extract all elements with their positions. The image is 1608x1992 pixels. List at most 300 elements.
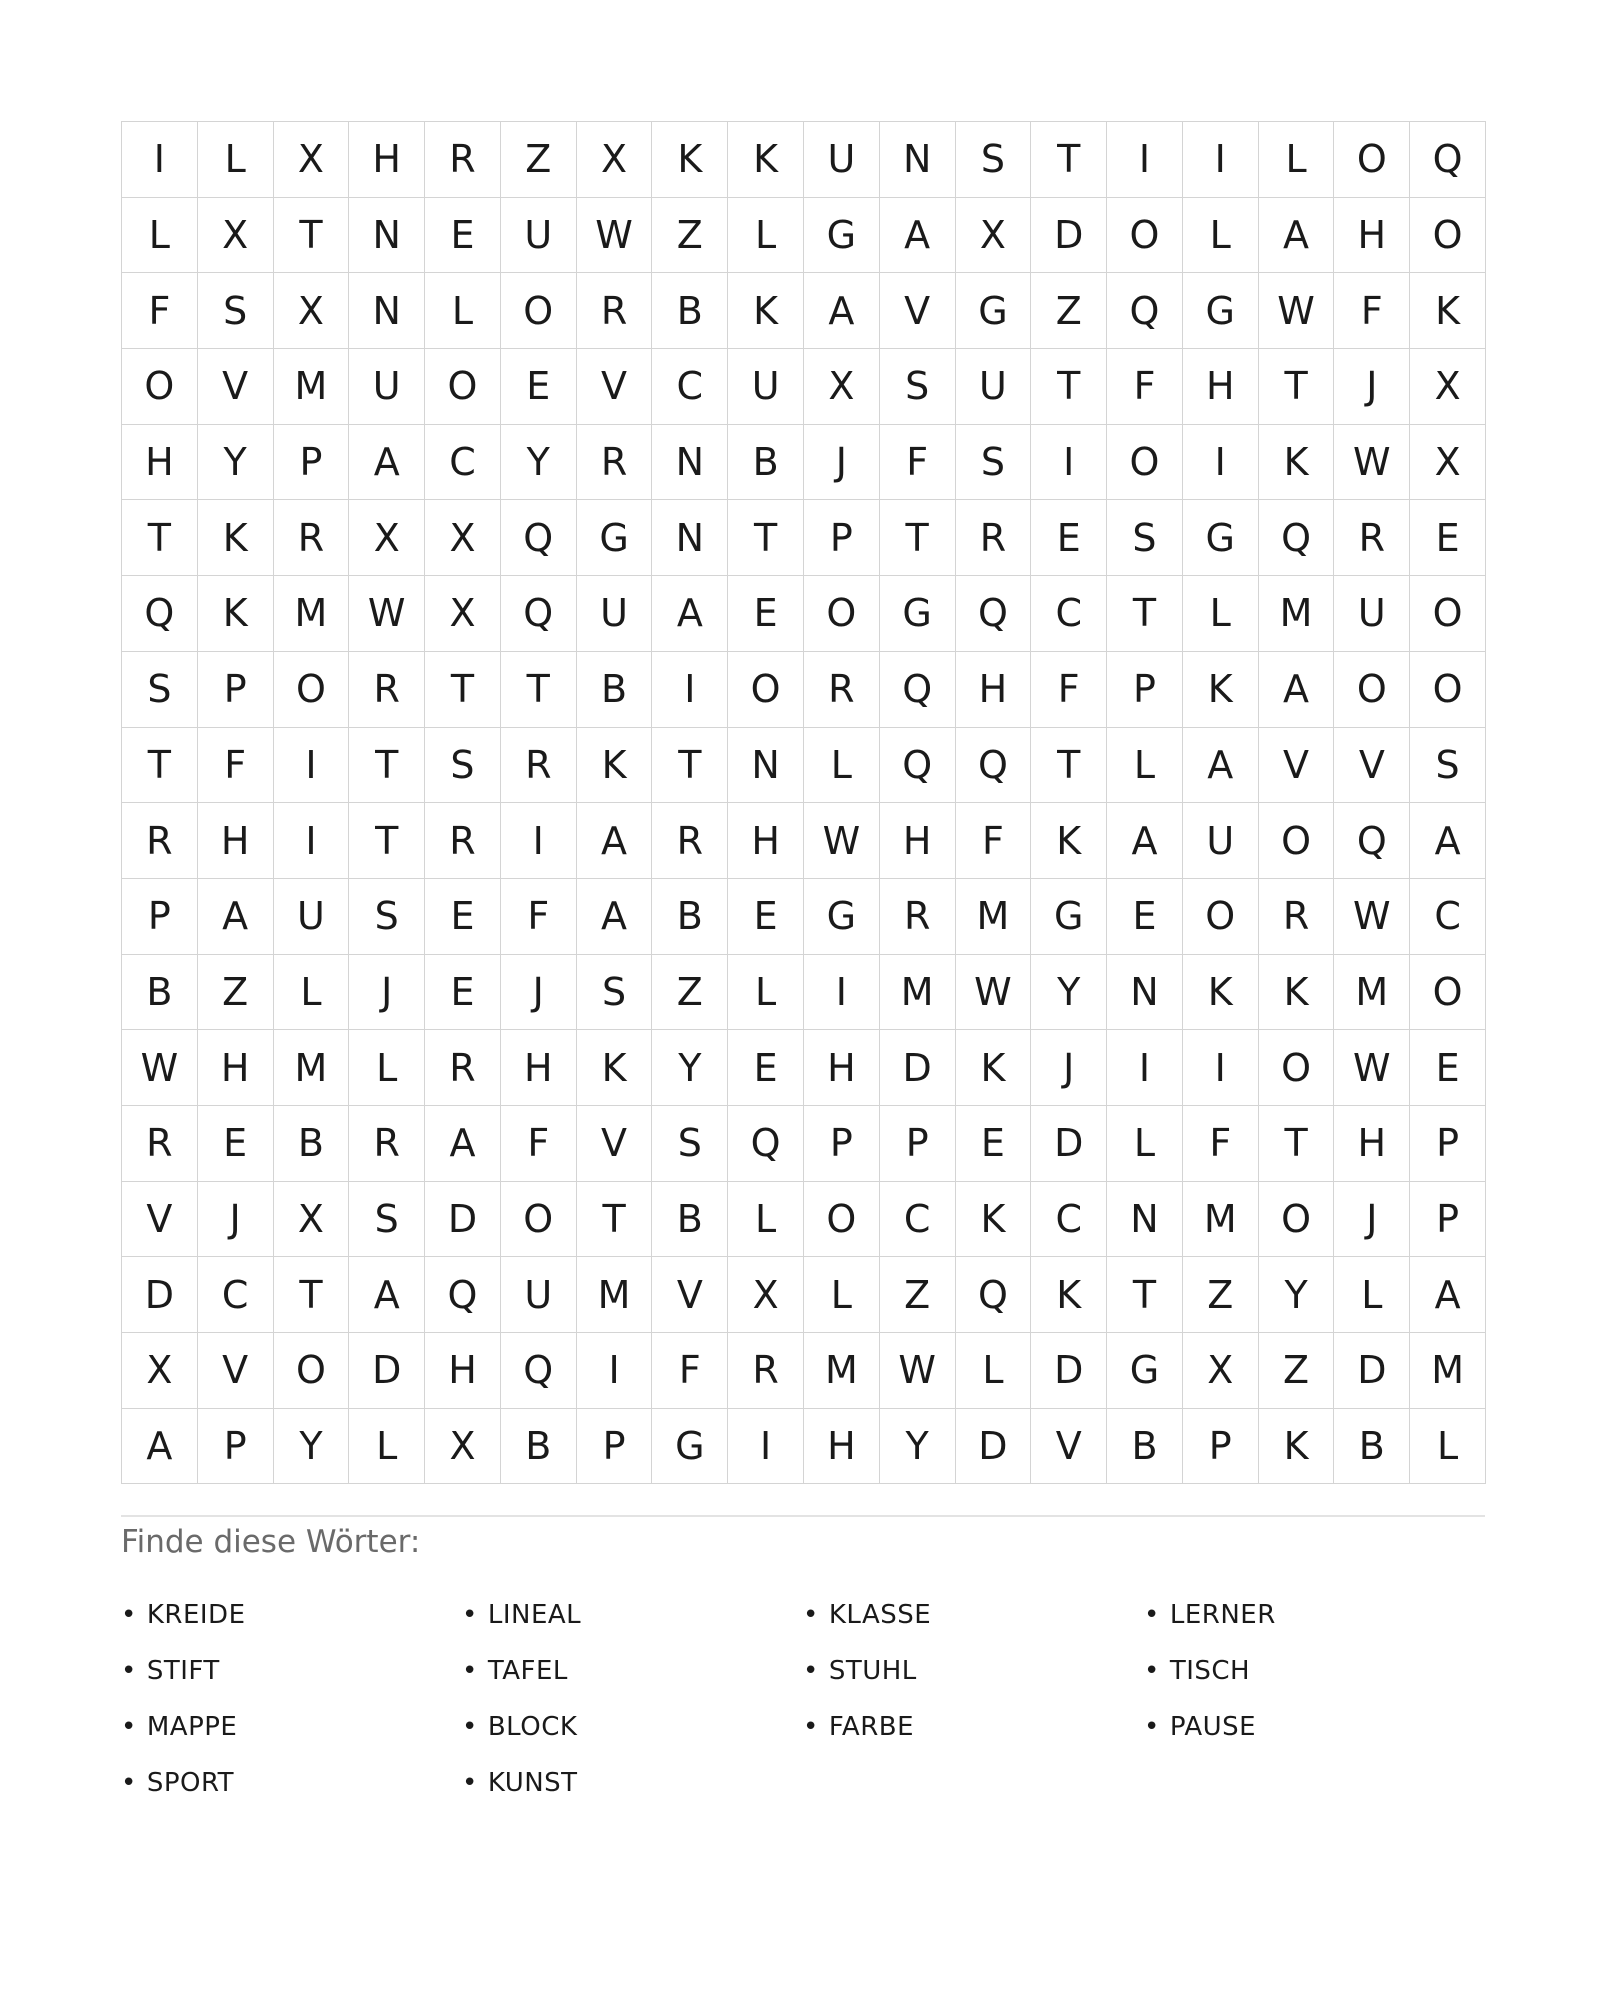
grid-cell[interactable]: H bbox=[198, 803, 274, 879]
grid-cell[interactable]: T bbox=[728, 500, 804, 576]
grid-cell[interactable]: R bbox=[880, 879, 956, 955]
grid-cell[interactable]: D bbox=[1031, 198, 1107, 274]
grid-cell[interactable]: I bbox=[501, 803, 577, 879]
grid-cell[interactable]: X bbox=[728, 1257, 804, 1333]
grid-cell[interactable]: Q bbox=[122, 576, 198, 652]
grid-cell[interactable]: L bbox=[274, 955, 350, 1031]
grid-cell[interactable]: V bbox=[122, 1182, 198, 1258]
grid-cell[interactable]: I bbox=[728, 1409, 804, 1485]
grid-cell[interactable]: Q bbox=[956, 728, 1032, 804]
grid-cell[interactable]: H bbox=[1334, 1106, 1410, 1182]
grid-cell[interactable]: P bbox=[1183, 1409, 1259, 1485]
grid-cell[interactable]: S bbox=[425, 728, 501, 804]
grid-cell[interactable]: E bbox=[1410, 1030, 1486, 1106]
grid-cell[interactable]: F bbox=[880, 425, 956, 501]
grid-cell[interactable]: C bbox=[1031, 576, 1107, 652]
grid-cell[interactable]: W bbox=[577, 198, 653, 274]
grid-cell[interactable]: N bbox=[652, 425, 728, 501]
grid-cell[interactable]: B bbox=[1107, 1409, 1183, 1485]
grid-cell[interactable]: T bbox=[1259, 1106, 1335, 1182]
grid-cell[interactable]: P bbox=[804, 1106, 880, 1182]
grid-cell[interactable]: K bbox=[577, 728, 653, 804]
grid-cell[interactable]: Y bbox=[1031, 955, 1107, 1031]
grid-cell[interactable]: K bbox=[956, 1182, 1032, 1258]
grid-cell[interactable]: L bbox=[349, 1030, 425, 1106]
grid-cell[interactable]: I bbox=[1107, 1030, 1183, 1106]
grid-cell[interactable]: V bbox=[652, 1257, 728, 1333]
grid-cell[interactable]: A bbox=[1183, 728, 1259, 804]
grid-cell[interactable]: W bbox=[804, 803, 880, 879]
grid-cell[interactable]: X bbox=[274, 122, 350, 198]
grid-cell[interactable]: I bbox=[274, 803, 350, 879]
grid-cell[interactable]: G bbox=[880, 576, 956, 652]
grid-cell[interactable]: J bbox=[1334, 349, 1410, 425]
grid-cell[interactable]: G bbox=[956, 273, 1032, 349]
grid-cell[interactable]: E bbox=[728, 1030, 804, 1106]
grid-cell[interactable]: E bbox=[1107, 879, 1183, 955]
grid-cell[interactable]: N bbox=[1107, 1182, 1183, 1258]
grid-cell[interactable]: P bbox=[274, 425, 350, 501]
grid-cell[interactable]: W bbox=[1334, 1030, 1410, 1106]
grid-cell[interactable]: M bbox=[274, 349, 350, 425]
grid-cell[interactable]: X bbox=[1410, 349, 1486, 425]
grid-cell[interactable]: O bbox=[501, 1182, 577, 1258]
grid-cell[interactable]: O bbox=[804, 576, 880, 652]
grid-cell[interactable]: O bbox=[1410, 576, 1486, 652]
grid-cell[interactable]: N bbox=[880, 122, 956, 198]
grid-cell[interactable]: A bbox=[1107, 803, 1183, 879]
grid-cell[interactable]: V bbox=[198, 349, 274, 425]
grid-cell[interactable]: P bbox=[198, 652, 274, 728]
grid-cell[interactable]: O bbox=[274, 1333, 350, 1409]
grid-cell[interactable]: O bbox=[274, 652, 350, 728]
grid-cell[interactable]: O bbox=[1259, 803, 1335, 879]
grid-cell[interactable]: I bbox=[804, 955, 880, 1031]
grid-cell[interactable]: N bbox=[349, 198, 425, 274]
grid-cell[interactable]: Q bbox=[1107, 273, 1183, 349]
grid-cell[interactable]: K bbox=[1031, 1257, 1107, 1333]
grid-cell[interactable]: H bbox=[122, 425, 198, 501]
grid-cell[interactable]: L bbox=[1107, 1106, 1183, 1182]
grid-cell[interactable]: X bbox=[425, 500, 501, 576]
grid-cell[interactable]: L bbox=[1334, 1257, 1410, 1333]
grid-cell[interactable]: A bbox=[880, 198, 956, 274]
grid-cell[interactable]: Q bbox=[501, 576, 577, 652]
grid-cell[interactable]: K bbox=[652, 122, 728, 198]
grid-cell[interactable]: M bbox=[1410, 1333, 1486, 1409]
grid-cell[interactable]: L bbox=[804, 728, 880, 804]
grid-cell[interactable]: M bbox=[956, 879, 1032, 955]
grid-cell[interactable]: H bbox=[349, 122, 425, 198]
grid-cell[interactable]: H bbox=[956, 652, 1032, 728]
grid-cell[interactable]: V bbox=[1031, 1409, 1107, 1485]
grid-cell[interactable]: T bbox=[1107, 576, 1183, 652]
grid-cell[interactable]: A bbox=[804, 273, 880, 349]
grid-cell[interactable]: S bbox=[956, 122, 1032, 198]
grid-cell[interactable]: E bbox=[501, 349, 577, 425]
grid-cell[interactable]: R bbox=[577, 273, 653, 349]
grid-cell[interactable]: I bbox=[577, 1333, 653, 1409]
grid-cell[interactable]: X bbox=[804, 349, 880, 425]
grid-cell[interactable]: T bbox=[349, 728, 425, 804]
grid-cell[interactable]: I bbox=[1183, 1030, 1259, 1106]
grid-cell[interactable]: H bbox=[728, 803, 804, 879]
grid-cell[interactable]: U bbox=[577, 576, 653, 652]
grid-cell[interactable]: R bbox=[956, 500, 1032, 576]
grid-cell[interactable]: R bbox=[349, 652, 425, 728]
grid-cell[interactable]: B bbox=[577, 652, 653, 728]
grid-cell[interactable]: J bbox=[349, 955, 425, 1031]
grid-cell[interactable]: I bbox=[122, 122, 198, 198]
grid-cell[interactable]: P bbox=[577, 1409, 653, 1485]
grid-cell[interactable]: U bbox=[1334, 576, 1410, 652]
grid-cell[interactable]: R bbox=[1334, 500, 1410, 576]
grid-cell[interactable]: B bbox=[1334, 1409, 1410, 1485]
grid-cell[interactable]: K bbox=[1259, 425, 1335, 501]
grid-cell[interactable]: C bbox=[198, 1257, 274, 1333]
grid-cell[interactable]: L bbox=[122, 198, 198, 274]
grid-cell[interactable]: L bbox=[1107, 728, 1183, 804]
grid-cell[interactable]: N bbox=[728, 728, 804, 804]
grid-cell[interactable]: D bbox=[425, 1182, 501, 1258]
grid-cell[interactable]: J bbox=[198, 1182, 274, 1258]
grid-cell[interactable]: D bbox=[122, 1257, 198, 1333]
grid-cell[interactable]: R bbox=[425, 122, 501, 198]
grid-cell[interactable]: G bbox=[1107, 1333, 1183, 1409]
grid-cell[interactable]: Z bbox=[1031, 273, 1107, 349]
grid-cell[interactable]: Q bbox=[880, 728, 956, 804]
grid-cell[interactable]: Q bbox=[728, 1106, 804, 1182]
grid-cell[interactable]: F bbox=[1107, 349, 1183, 425]
grid-cell[interactable]: B bbox=[652, 273, 728, 349]
grid-cell[interactable]: S bbox=[956, 425, 1032, 501]
grid-cell[interactable]: C bbox=[880, 1182, 956, 1258]
grid-cell[interactable]: A bbox=[349, 1257, 425, 1333]
grid-cell[interactable]: X bbox=[577, 122, 653, 198]
grid-cell[interactable]: D bbox=[1334, 1333, 1410, 1409]
grid-cell[interactable]: Y bbox=[1259, 1257, 1335, 1333]
grid-cell[interactable]: X bbox=[274, 1182, 350, 1258]
grid-cell[interactable]: K bbox=[1183, 955, 1259, 1031]
grid-cell[interactable]: C bbox=[1031, 1182, 1107, 1258]
grid-cell[interactable]: A bbox=[349, 425, 425, 501]
grid-cell[interactable]: O bbox=[1259, 1182, 1335, 1258]
grid-cell[interactable]: N bbox=[652, 500, 728, 576]
grid-cell[interactable]: P bbox=[1410, 1106, 1486, 1182]
grid-cell[interactable]: X bbox=[956, 198, 1032, 274]
grid-cell[interactable]: C bbox=[652, 349, 728, 425]
grid-cell[interactable]: F bbox=[1031, 652, 1107, 728]
grid-cell[interactable]: Q bbox=[425, 1257, 501, 1333]
grid-cell[interactable]: V bbox=[1334, 728, 1410, 804]
grid-cell[interactable]: T bbox=[122, 728, 198, 804]
grid-cell[interactable]: Q bbox=[501, 1333, 577, 1409]
grid-cell[interactable]: A bbox=[425, 1106, 501, 1182]
grid-cell[interactable]: K bbox=[956, 1030, 1032, 1106]
grid-cell[interactable]: T bbox=[652, 728, 728, 804]
grid-cell[interactable]: F bbox=[198, 728, 274, 804]
grid-cell[interactable]: K bbox=[1259, 955, 1335, 1031]
grid-cell[interactable]: U bbox=[274, 879, 350, 955]
grid-cell[interactable]: M bbox=[274, 1030, 350, 1106]
grid-cell[interactable]: L bbox=[1183, 198, 1259, 274]
grid-cell[interactable]: Q bbox=[880, 652, 956, 728]
grid-cell[interactable]: R bbox=[122, 1106, 198, 1182]
grid-cell[interactable]: O bbox=[804, 1182, 880, 1258]
grid-cell[interactable]: X bbox=[1410, 425, 1486, 501]
grid-cell[interactable]: D bbox=[880, 1030, 956, 1106]
grid-cell[interactable]: F bbox=[652, 1333, 728, 1409]
grid-cell[interactable]: W bbox=[349, 576, 425, 652]
grid-cell[interactable]: O bbox=[1107, 198, 1183, 274]
grid-cell[interactable]: E bbox=[728, 576, 804, 652]
grid-cell[interactable]: Y bbox=[501, 425, 577, 501]
grid-cell[interactable]: X bbox=[349, 500, 425, 576]
grid-cell[interactable]: F bbox=[122, 273, 198, 349]
grid-cell[interactable]: A bbox=[1410, 1257, 1486, 1333]
grid-cell[interactable]: B bbox=[122, 955, 198, 1031]
grid-cell[interactable]: R bbox=[804, 652, 880, 728]
grid-cell[interactable]: Y bbox=[880, 1409, 956, 1485]
grid-cell[interactable]: R bbox=[122, 803, 198, 879]
grid-cell[interactable]: F bbox=[501, 1106, 577, 1182]
grid-cell[interactable]: W bbox=[956, 955, 1032, 1031]
grid-cell[interactable]: Q bbox=[501, 500, 577, 576]
grid-cell[interactable]: E bbox=[425, 955, 501, 1031]
grid-cell[interactable]: M bbox=[1259, 576, 1335, 652]
grid-cell[interactable]: R bbox=[349, 1106, 425, 1182]
grid-cell[interactable]: J bbox=[804, 425, 880, 501]
grid-cell[interactable]: I bbox=[1183, 425, 1259, 501]
grid-cell[interactable]: O bbox=[1410, 652, 1486, 728]
grid-cell[interactable]: L bbox=[425, 273, 501, 349]
grid-cell[interactable]: G bbox=[1183, 273, 1259, 349]
grid-cell[interactable]: M bbox=[577, 1257, 653, 1333]
grid-cell[interactable]: K bbox=[1031, 803, 1107, 879]
grid-cell[interactable]: R bbox=[1259, 879, 1335, 955]
grid-cell[interactable]: L bbox=[956, 1333, 1032, 1409]
grid-cell[interactable]: U bbox=[728, 349, 804, 425]
grid-cell[interactable]: T bbox=[122, 500, 198, 576]
grid-cell[interactable]: B bbox=[274, 1106, 350, 1182]
grid-cell[interactable]: G bbox=[804, 879, 880, 955]
grid-cell[interactable]: Z bbox=[652, 955, 728, 1031]
grid-cell[interactable]: A bbox=[652, 576, 728, 652]
grid-cell[interactable]: M bbox=[274, 576, 350, 652]
grid-cell[interactable]: Q bbox=[1334, 803, 1410, 879]
grid-cell[interactable]: G bbox=[804, 198, 880, 274]
grid-cell[interactable]: K bbox=[1183, 652, 1259, 728]
grid-cell[interactable]: T bbox=[274, 198, 350, 274]
grid-cell[interactable]: H bbox=[804, 1409, 880, 1485]
grid-cell[interactable]: P bbox=[1107, 652, 1183, 728]
grid-cell[interactable]: Z bbox=[652, 198, 728, 274]
grid-cell[interactable]: L bbox=[349, 1409, 425, 1485]
grid-cell[interactable]: I bbox=[652, 652, 728, 728]
grid-cell[interactable]: A bbox=[1410, 803, 1486, 879]
grid-cell[interactable]: X bbox=[122, 1333, 198, 1409]
grid-cell[interactable]: O bbox=[501, 273, 577, 349]
grid-cell[interactable]: V bbox=[577, 1106, 653, 1182]
grid-cell[interactable]: Z bbox=[1259, 1333, 1335, 1409]
grid-cell[interactable]: L bbox=[1183, 576, 1259, 652]
grid-cell[interactable]: E bbox=[1031, 500, 1107, 576]
grid-cell[interactable]: I bbox=[1031, 425, 1107, 501]
grid-cell[interactable]: V bbox=[1259, 728, 1335, 804]
grid-cell[interactable]: W bbox=[1259, 273, 1335, 349]
grid-cell[interactable]: R bbox=[728, 1333, 804, 1409]
grid-cell[interactable]: U bbox=[956, 349, 1032, 425]
grid-cell[interactable]: K bbox=[1259, 1409, 1335, 1485]
grid-cell[interactable]: M bbox=[804, 1333, 880, 1409]
grid-cell[interactable]: B bbox=[652, 1182, 728, 1258]
grid-cell[interactable]: C bbox=[1410, 879, 1486, 955]
grid-cell[interactable]: K bbox=[728, 122, 804, 198]
grid-cell[interactable]: U bbox=[501, 1257, 577, 1333]
grid-cell[interactable]: U bbox=[501, 198, 577, 274]
grid-cell[interactable]: Y bbox=[274, 1409, 350, 1485]
grid-cell[interactable]: N bbox=[1107, 955, 1183, 1031]
grid-cell[interactable]: T bbox=[577, 1182, 653, 1258]
grid-cell[interactable]: P bbox=[122, 879, 198, 955]
grid-cell[interactable]: D bbox=[349, 1333, 425, 1409]
grid-cell[interactable]: B bbox=[652, 879, 728, 955]
grid-cell[interactable]: D bbox=[1031, 1333, 1107, 1409]
grid-cell[interactable]: T bbox=[349, 803, 425, 879]
grid-cell[interactable]: S bbox=[198, 273, 274, 349]
grid-cell[interactable]: P bbox=[804, 500, 880, 576]
grid-cell[interactable]: Z bbox=[501, 122, 577, 198]
grid-cell[interactable]: S bbox=[652, 1106, 728, 1182]
grid-cell[interactable]: O bbox=[425, 349, 501, 425]
grid-cell[interactable]: L bbox=[728, 1182, 804, 1258]
grid-cell[interactable]: X bbox=[425, 1409, 501, 1485]
grid-cell[interactable]: O bbox=[1410, 955, 1486, 1031]
grid-cell[interactable]: M bbox=[1334, 955, 1410, 1031]
grid-cell[interactable]: T bbox=[1107, 1257, 1183, 1333]
grid-cell[interactable]: A bbox=[122, 1409, 198, 1485]
grid-cell[interactable]: F bbox=[1334, 273, 1410, 349]
grid-cell[interactable]: I bbox=[274, 728, 350, 804]
grid-cell[interactable]: E bbox=[1410, 500, 1486, 576]
grid-cell[interactable]: T bbox=[501, 652, 577, 728]
grid-cell[interactable]: A bbox=[577, 803, 653, 879]
grid-cell[interactable]: H bbox=[804, 1030, 880, 1106]
grid-cell[interactable]: S bbox=[349, 1182, 425, 1258]
grid-cell[interactable]: J bbox=[1031, 1030, 1107, 1106]
grid-cell[interactable]: K bbox=[198, 500, 274, 576]
grid-cell[interactable]: L bbox=[1410, 1409, 1486, 1485]
grid-cell[interactable]: L bbox=[728, 198, 804, 274]
grid-cell[interactable]: W bbox=[1334, 425, 1410, 501]
grid-cell[interactable]: M bbox=[880, 955, 956, 1031]
grid-cell[interactable]: E bbox=[425, 198, 501, 274]
grid-cell[interactable]: Q bbox=[1259, 500, 1335, 576]
grid-cell[interactable]: W bbox=[122, 1030, 198, 1106]
grid-cell[interactable]: X bbox=[1183, 1333, 1259, 1409]
grid-cell[interactable]: A bbox=[1259, 198, 1335, 274]
grid-cell[interactable]: A bbox=[1259, 652, 1335, 728]
grid-cell[interactable]: W bbox=[880, 1333, 956, 1409]
grid-cell[interactable]: T bbox=[274, 1257, 350, 1333]
grid-cell[interactable]: K bbox=[728, 273, 804, 349]
grid-cell[interactable]: F bbox=[1183, 1106, 1259, 1182]
grid-cell[interactable]: T bbox=[425, 652, 501, 728]
grid-cell[interactable]: L bbox=[198, 122, 274, 198]
grid-cell[interactable]: Y bbox=[198, 425, 274, 501]
grid-cell[interactable]: P bbox=[198, 1409, 274, 1485]
grid-cell[interactable]: D bbox=[956, 1409, 1032, 1485]
grid-cell[interactable]: E bbox=[728, 879, 804, 955]
grid-cell[interactable]: G bbox=[577, 500, 653, 576]
grid-cell[interactable]: K bbox=[577, 1030, 653, 1106]
grid-cell[interactable]: R bbox=[652, 803, 728, 879]
grid-cell[interactable]: T bbox=[1031, 349, 1107, 425]
grid-cell[interactable]: H bbox=[198, 1030, 274, 1106]
grid-cell[interactable]: R bbox=[274, 500, 350, 576]
grid-cell[interactable]: X bbox=[198, 198, 274, 274]
grid-cell[interactable]: S bbox=[122, 652, 198, 728]
grid-cell[interactable]: M bbox=[1183, 1182, 1259, 1258]
grid-cell[interactable]: T bbox=[880, 500, 956, 576]
grid-cell[interactable]: B bbox=[501, 1409, 577, 1485]
grid-cell[interactable]: L bbox=[804, 1257, 880, 1333]
grid-cell[interactable]: O bbox=[1334, 122, 1410, 198]
grid-cell[interactable]: E bbox=[425, 879, 501, 955]
grid-cell[interactable]: S bbox=[349, 879, 425, 955]
grid-cell[interactable]: F bbox=[956, 803, 1032, 879]
grid-cell[interactable]: C bbox=[425, 425, 501, 501]
grid-cell[interactable]: Z bbox=[880, 1257, 956, 1333]
grid-cell[interactable]: G bbox=[652, 1409, 728, 1485]
grid-cell[interactable]: Q bbox=[956, 576, 1032, 652]
grid-cell[interactable]: D bbox=[1031, 1106, 1107, 1182]
grid-cell[interactable]: O bbox=[122, 349, 198, 425]
grid-cell[interactable]: T bbox=[1031, 728, 1107, 804]
grid-cell[interactable]: X bbox=[425, 576, 501, 652]
grid-cell[interactable]: O bbox=[1183, 879, 1259, 955]
grid-cell[interactable]: A bbox=[577, 879, 653, 955]
grid-cell[interactable]: H bbox=[425, 1333, 501, 1409]
grid-cell[interactable]: U bbox=[804, 122, 880, 198]
grid-cell[interactable]: K bbox=[1410, 273, 1486, 349]
grid-cell[interactable]: V bbox=[880, 273, 956, 349]
grid-cell[interactable]: O bbox=[728, 652, 804, 728]
grid-cell[interactable]: I bbox=[1107, 122, 1183, 198]
grid-cell[interactable]: K bbox=[198, 576, 274, 652]
grid-cell[interactable]: J bbox=[1334, 1182, 1410, 1258]
grid-cell[interactable]: U bbox=[349, 349, 425, 425]
grid-cell[interactable]: A bbox=[198, 879, 274, 955]
grid-cell[interactable]: R bbox=[425, 803, 501, 879]
grid-cell[interactable]: O bbox=[1259, 1030, 1335, 1106]
grid-cell[interactable]: J bbox=[501, 955, 577, 1031]
grid-cell[interactable]: T bbox=[1031, 122, 1107, 198]
grid-cell[interactable]: L bbox=[1259, 122, 1335, 198]
grid-cell[interactable]: G bbox=[1031, 879, 1107, 955]
grid-cell[interactable]: H bbox=[1334, 198, 1410, 274]
grid-cell[interactable]: H bbox=[1183, 349, 1259, 425]
grid-cell[interactable]: F bbox=[501, 879, 577, 955]
grid-cell[interactable]: R bbox=[577, 425, 653, 501]
grid-cell[interactable]: O bbox=[1107, 425, 1183, 501]
grid-cell[interactable]: U bbox=[1183, 803, 1259, 879]
grid-cell[interactable]: S bbox=[577, 955, 653, 1031]
grid-cell[interactable]: B bbox=[728, 425, 804, 501]
grid-cell[interactable]: W bbox=[1334, 879, 1410, 955]
grid-cell[interactable]: V bbox=[198, 1333, 274, 1409]
grid-cell[interactable]: O bbox=[1334, 652, 1410, 728]
